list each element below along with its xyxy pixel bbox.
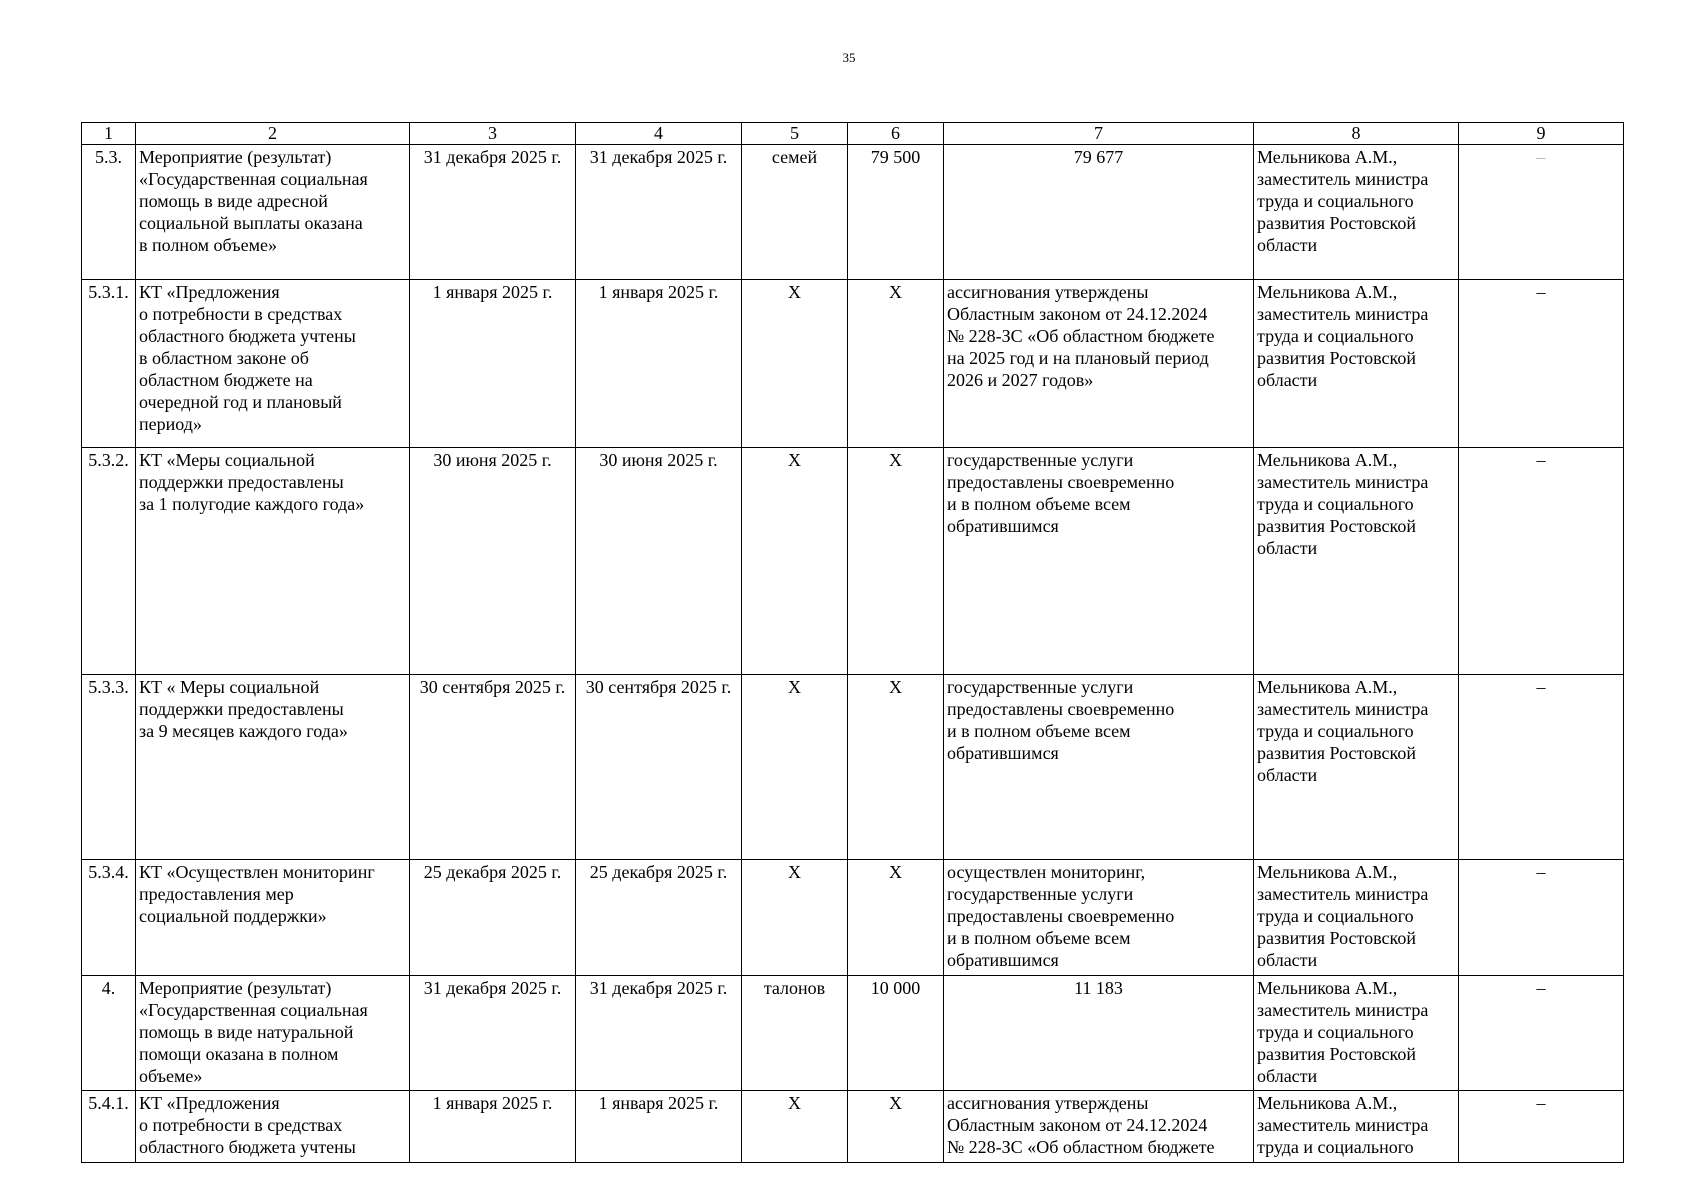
unit: Х <box>742 448 848 675</box>
activity-name: КТ «Предложения о потребности в средствах областного бюджета учтены <box>136 1091 410 1163</box>
activity-name: КТ «Осуществлен мониторинг предоставления мер социальной поддержки» <box>136 860 410 976</box>
header-cell: 7 <box>944 123 1254 145</box>
responsible-person: Мельникова А.М., заместитель министра труда и социального развития Ростовской области <box>1254 860 1459 976</box>
actual-date: 1 января 2025 г. <box>576 280 742 448</box>
header-cell: 6 <box>848 123 944 145</box>
planned-date: 25 декабря 2025 г. <box>410 860 576 976</box>
row-number: 4. <box>82 976 136 1091</box>
row-number: 5.3.3. <box>82 675 136 860</box>
header-cell: 2 <box>136 123 410 145</box>
actual-value: государственные услуги предоставлены своевременно и в полном объеме всем обратившимся <box>944 448 1254 675</box>
note: – <box>1459 145 1624 280</box>
row-number: 5.4.1. <box>82 1091 136 1163</box>
responsible-person: Мельникова А.М., заместитель министра труда и социального развития Ростовской области <box>1254 145 1459 280</box>
planned-value: Х <box>848 280 944 448</box>
table-row <box>82 280 1624 448</box>
planned-value: 79 500 <box>848 145 944 280</box>
note: – <box>1459 280 1624 448</box>
header-cell: 1 <box>82 123 136 145</box>
note: – <box>1459 860 1624 976</box>
page-number: 35 <box>842 50 856 65</box>
actual-value: ассигнования утверждены Областным законом от 24.12.2024 № 228-ЗС «Об областном бюджете на 2025 год и на плановый период 2026 и 2027 годов» <box>944 280 1254 448</box>
responsible-person: Мельникова А.М., заместитель министра труда и социального <box>1254 1091 1459 1163</box>
planned-date: 1 января 2025 г. <box>410 280 576 448</box>
planned-date: 30 сентября 2025 г. <box>410 675 576 860</box>
header-cell: 5 <box>742 123 848 145</box>
planned-date: 1 января 2025 г. <box>410 1091 576 1163</box>
actual-value: 11 183 <box>944 976 1254 1091</box>
table-row <box>82 145 1624 280</box>
header-cell: 4 <box>576 123 742 145</box>
activity-name: Мероприятие (результат) «Государственная социальная помощь в виде адресной социальной выплаты оказана в полном объеме» <box>136 145 410 280</box>
responsible-person: Мельникова А.М., заместитель министра труда и социального развития Ростовской области <box>1254 448 1459 675</box>
planned-value: Х <box>848 448 944 675</box>
actual-date: 31 декабря 2025 г. <box>576 976 742 1091</box>
planned-date: 31 декабря 2025 г. <box>410 145 576 280</box>
planned-value: Х <box>848 675 944 860</box>
table-row <box>82 860 1624 976</box>
row-number: 5.3.2. <box>82 448 136 675</box>
header-cell: 3 <box>410 123 576 145</box>
table-row <box>82 1091 1624 1163</box>
note: – <box>1459 1091 1624 1163</box>
unit: Х <box>742 675 848 860</box>
note: – <box>1459 675 1624 860</box>
activity-name: КТ «Меры социальной поддержки предоставлены за 1 полугодие каждого года» <box>136 448 410 675</box>
row-number: 5.3.1. <box>82 280 136 448</box>
unit: талонов <box>742 976 848 1091</box>
table-row <box>82 976 1624 1091</box>
responsible-person: Мельникова А.М., заместитель министра труда и социального развития Ростовской области <box>1254 976 1459 1091</box>
actual-date: 1 января 2025 г. <box>576 1091 742 1163</box>
actual-date: 30 сентября 2025 г. <box>576 675 742 860</box>
planned-date: 31 декабря 2025 г. <box>410 976 576 1091</box>
table-row <box>82 448 1624 675</box>
activity-name: Мероприятие (результат) «Государственная социальная помощь в виде натуральной помощи оказана в полном объеме» <box>136 976 410 1091</box>
header-cell: 9 <box>1459 123 1624 145</box>
actual-date: 31 декабря 2025 г. <box>576 145 742 280</box>
unit: Х <box>742 1091 848 1163</box>
responsible-person: Мельникова А.М., заместитель министра труда и социального развития Ростовской области <box>1254 675 1459 860</box>
planned-value: Х <box>848 1091 944 1163</box>
results-table <box>81 122 1624 1163</box>
table-row <box>82 675 1624 860</box>
activity-name: КТ « Меры социальной поддержки предоставлены за 9 месяцев каждого года» <box>136 675 410 860</box>
actual-value: 79 677 <box>944 145 1254 280</box>
note: – <box>1459 448 1624 675</box>
actual-value: государственные услуги предоставлены своевременно и в полном объеме всем обратившимся <box>944 675 1254 860</box>
note: – <box>1459 976 1624 1091</box>
header-cell: 8 <box>1254 123 1459 145</box>
planned-date: 30 июня 2025 г. <box>410 448 576 675</box>
unit: Х <box>742 280 848 448</box>
row-number: 5.3. <box>82 145 136 280</box>
responsible-person: Мельникова А.М., заместитель министра труда и социального развития Ростовской области <box>1254 280 1459 448</box>
unit: Х <box>742 860 848 976</box>
actual-date: 30 июня 2025 г. <box>576 448 742 675</box>
activity-name: КТ «Предложения о потребности в средствах областного бюджета учтены в областном законе об областном бюджете на очередной год и плановый период» <box>136 280 410 448</box>
row-number: 5.3.4. <box>82 860 136 976</box>
unit: семей <box>742 145 848 280</box>
planned-value: 10 000 <box>848 976 944 1091</box>
planned-value: Х <box>848 860 944 976</box>
actual-date: 25 декабря 2025 г. <box>576 860 742 976</box>
header-row <box>82 123 1624 145</box>
actual-value: осуществлен мониторинг, государственные услуги предоставлены своевременно и в полном объеме всем обратившимся <box>944 860 1254 976</box>
actual-value: ассигнования утверждены Областным законом от 24.12.2024 № 228-ЗС «Об областном бюджете <box>944 1091 1254 1163</box>
